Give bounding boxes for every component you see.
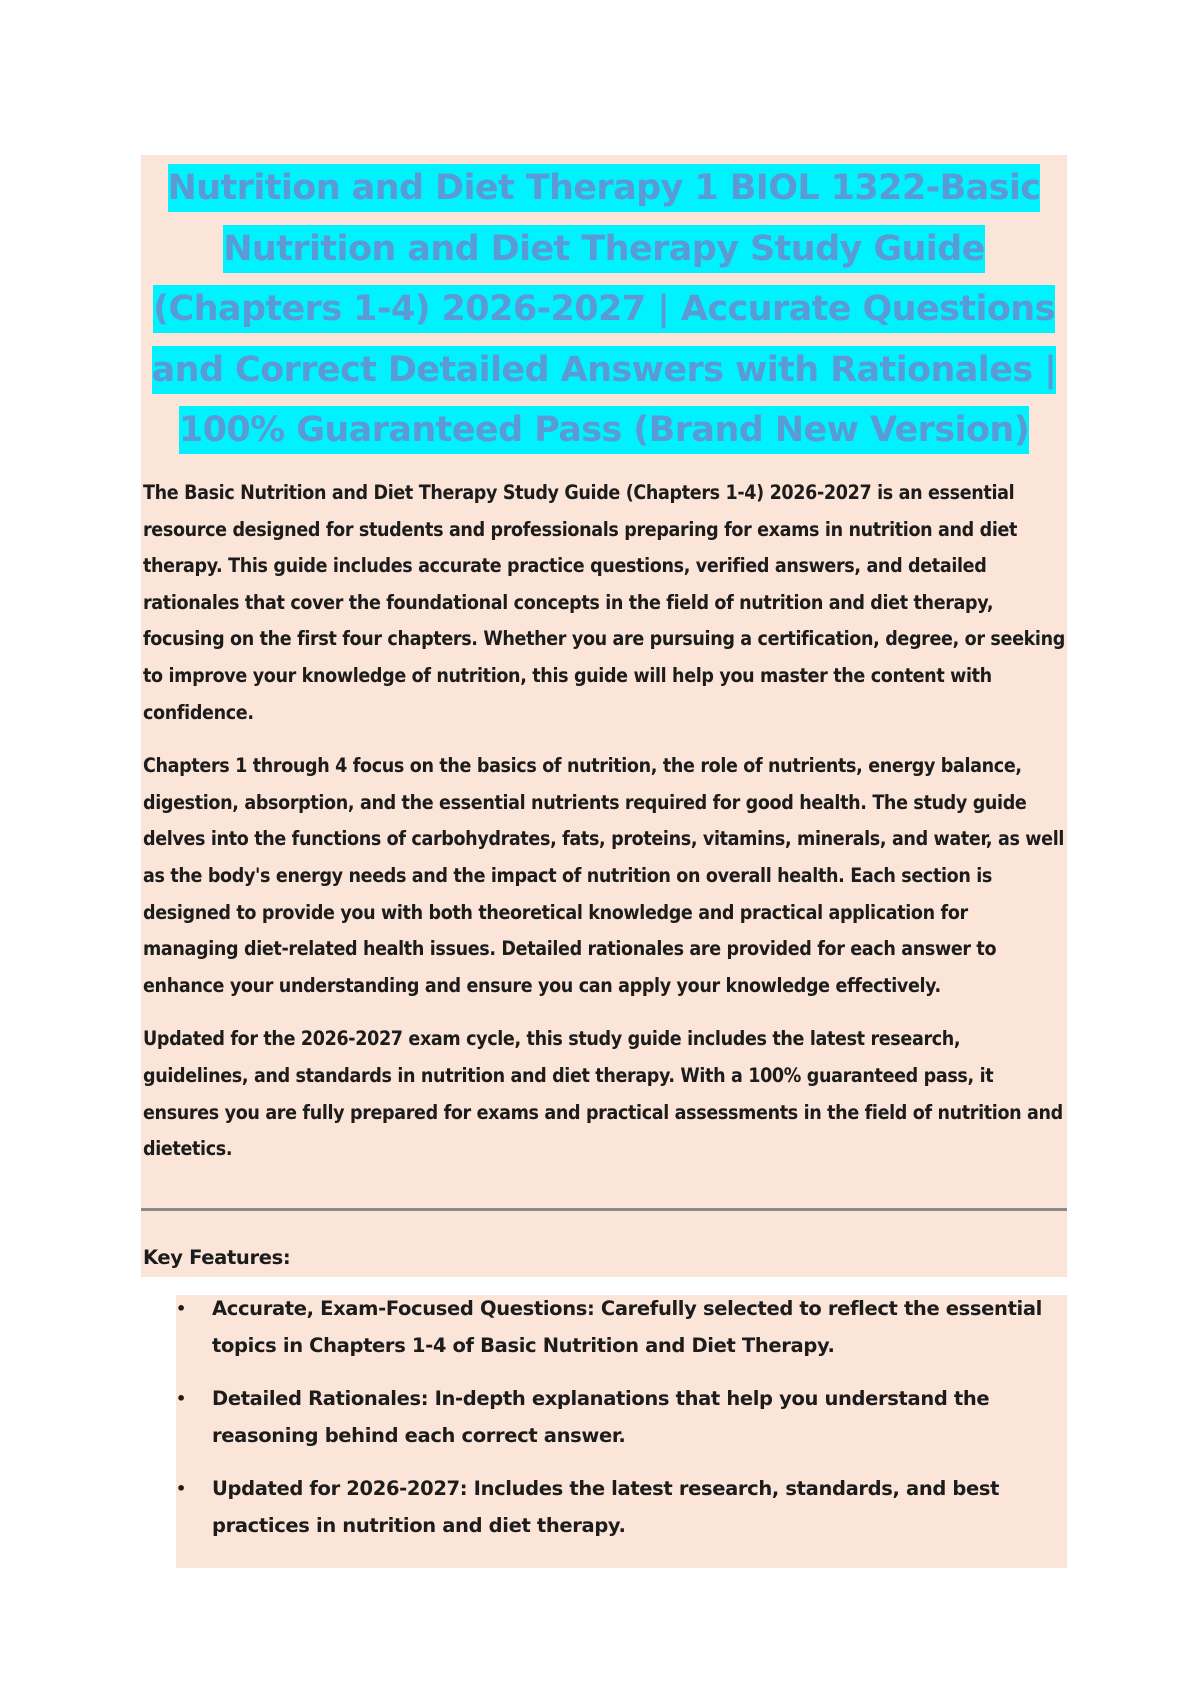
feature-text: Updated for 2026-2027: Includes the latest research, standards, and best practices in nutrition and diet therapy. — [212, 1477, 1000, 1537]
bullet-icon: • — [176, 1479, 186, 1499]
bullet-icon: • — [176, 1299, 186, 1318]
feature-text: Detailed Rationales: In-depth explanations that help you understand the reasoning behind each correct answer. — [212, 1387, 990, 1447]
chapters-paragraph: Chapters 1 through 4 focus on the basics of nutrition, the role of nutrients, energy balance, digestion, absorption, and the essential nutrients required for good health. The study guide delves into the functions of carbohydrates, fats, proteins, vitamins, minerals, and water, as well as the body's energy needs and the impact of nutrition on overall health. Each section is designed to provide you with both theoretical knowledge and practical application for managing diet-related health issues. Detailed rationales are provided for each answer to enhance your understanding and ensure you can apply your knowledge effectively. — [143, 754, 1065, 997]
key-features-heading: Key Features: — [143, 1246, 291, 1269]
title-highlight: Nutrition and Diet Therapy 1 BIOL 1322-Basic Nutrition and Diet Therapy Study Guide (Chapters 1-4) 2026-2027 | Accurate Questions and Correct Detailed Answers with Rationales | 100% Guaranteed Pass (Brand New Version) — [152, 164, 1057, 454]
feature-text: Accurate, Exam-Focused Questions: Carefully selected to reflect the essential topics in Chapters 1-4 of Basic Nutrition and Diet Therapy. — [212, 1297, 1043, 1357]
document-title — [141, 158, 1067, 461]
bullet-icon: • — [176, 1389, 186, 1409]
key-features-list — [176, 1291, 1056, 1562]
list-item — [176, 1381, 1056, 1454]
update-paragraph: Updated for the 2026-2027 exam cycle, this study guide includes the latest research, guidelines, and standards in nutrition and diet therapy. With a 100% guaranteed pass, it ensures you are fully prepared for exams and practical assessments in the field of nutrition and dietetics. — [143, 1027, 1063, 1161]
document-body — [143, 475, 1065, 1185]
list-item — [176, 1471, 1056, 1544]
horizontal-divider — [141, 1208, 1067, 1211]
list-item — [176, 1291, 1056, 1364]
intro-paragraph: The Basic Nutrition and Diet Therapy Study Guide (Chapters 1-4) 2026-2027 is an essential resource designed for students and professionals preparing for exams in nutrition and diet therapy. This guide includes accurate practice questions, verified answers, and detailed rationales that cover the foundational concepts in the field of nutrition and diet therapy, focusing on the first four chapters. Whether you are pursuing a certification, degree, or seeking to improve your knowledge of nutrition, this guide will help you master the content with confidence. — [143, 481, 1065, 724]
